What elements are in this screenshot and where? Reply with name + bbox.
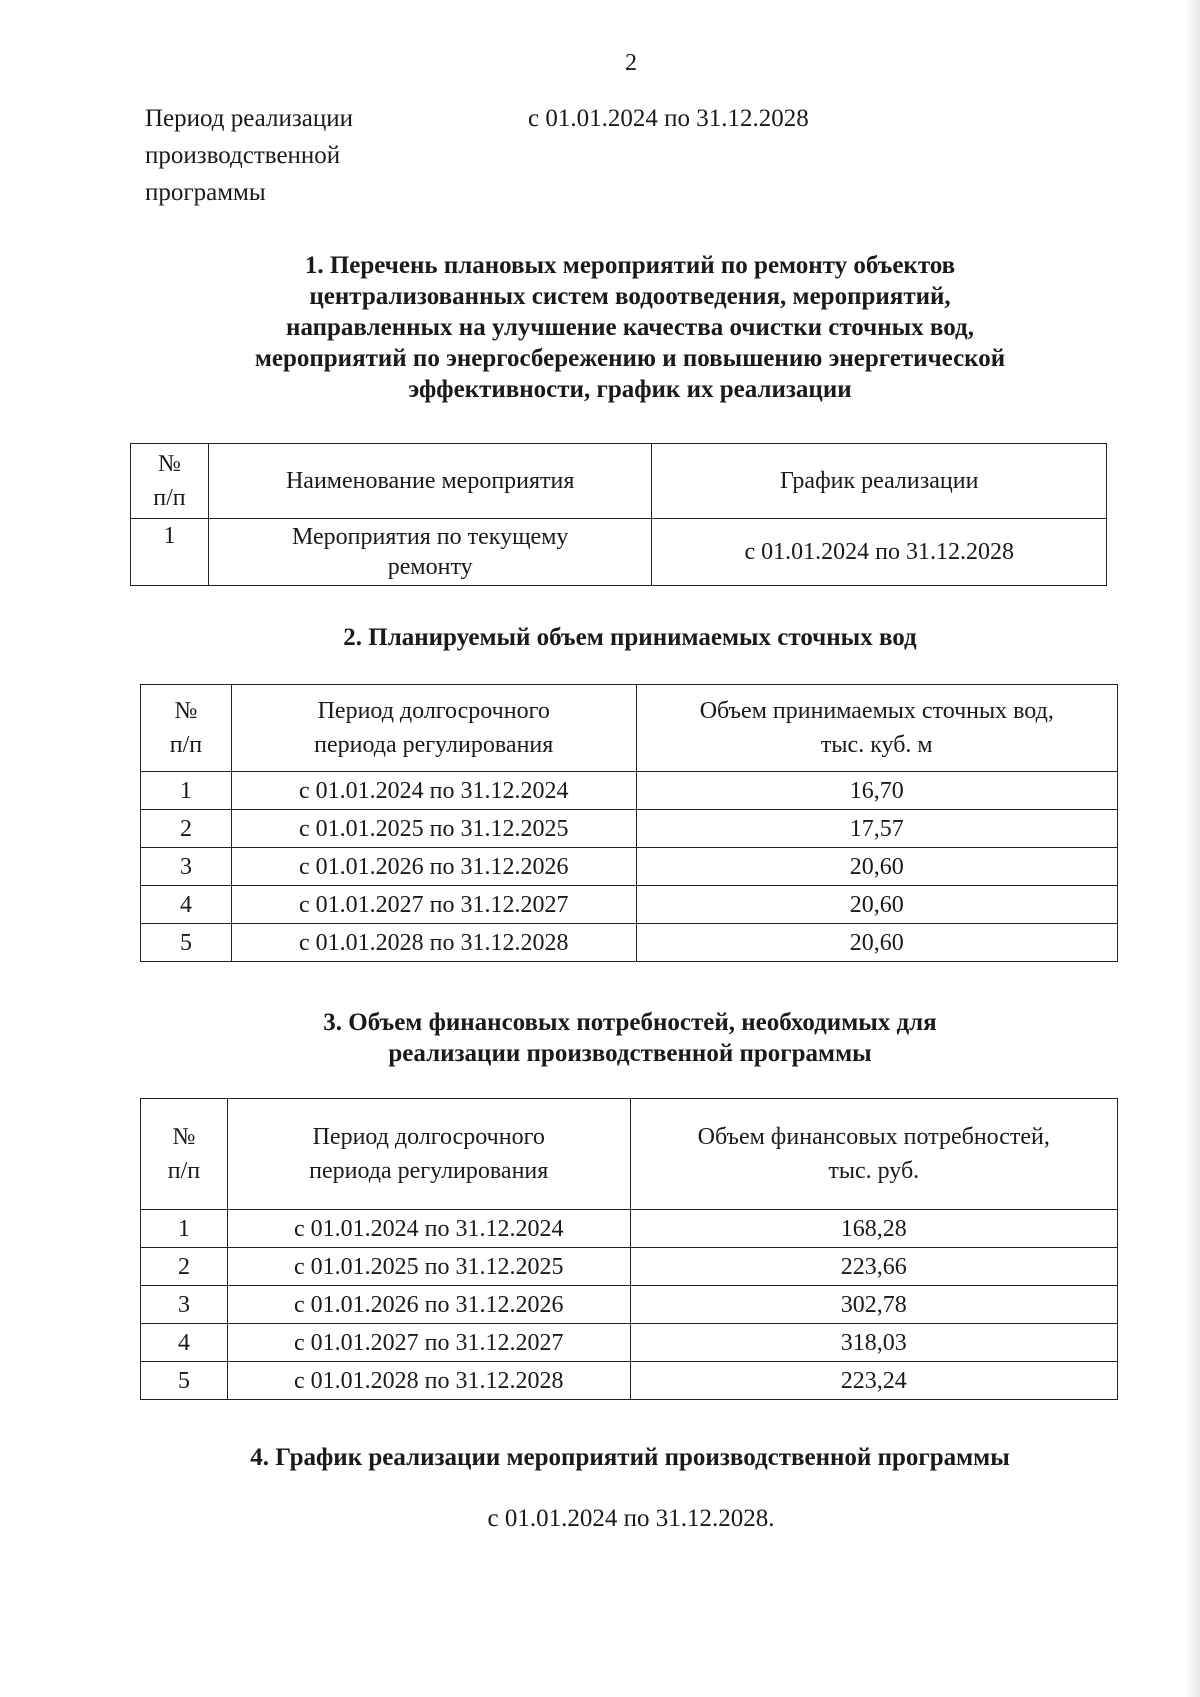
row-value: 20,60 <box>636 924 1117 962</box>
period-value: с 01.01.2024 по 31.12.2028 <box>528 105 809 132</box>
wastewater-volume-table <box>140 684 1118 962</box>
row-number: 4 <box>141 886 232 924</box>
section-2-heading: 2. Планируемый объем принимаемых сточных вод <box>343 624 917 651</box>
row-value: 16,70 <box>636 772 1117 810</box>
column-header-amount: Объем финансовых потребностей, тыс. руб. <box>630 1099 1117 1210</box>
row-number: 1 <box>131 519 209 586</box>
column-header-period: Период долгосрочного периода регулирования <box>231 685 636 772</box>
row-number: 1 <box>141 772 232 810</box>
row-period: с 01.01.2026 по 31.12.2026 <box>227 1286 630 1324</box>
row-number: 2 <box>141 810 232 848</box>
heading-line: централизованных систем водоотведения, мероприятий, <box>309 283 951 310</box>
column-header-number: № п/п <box>131 444 209 519</box>
column-header-period: Период долгосрочного периода регулирования <box>227 1099 630 1210</box>
table-row <box>141 1210 1118 1248</box>
column-header-schedule: График реализации <box>652 444 1107 519</box>
row-period: с 01.01.2024 по 31.12.2024 <box>227 1210 630 1248</box>
heading-line: 1. Перечень плановых мероприятий по ремонту объектов <box>304 252 956 279</box>
table-row <box>141 772 1118 810</box>
row-value: 168,28 <box>630 1210 1117 1248</box>
row-value: 17,57 <box>636 810 1117 848</box>
measure-name: Мероприятия по текущему ремонту <box>208 519 652 586</box>
heading-line: направленных на улучшение качества очистки сточных вод, <box>286 314 974 341</box>
row-period: с 01.01.2026 по 31.12.2026 <box>231 848 636 886</box>
table-row <box>141 1324 1118 1362</box>
section-3-heading <box>120 1007 1140 1069</box>
page-edge-shadow <box>1186 0 1200 1697</box>
table-row <box>141 1362 1118 1400</box>
table-header-row <box>131 444 1107 519</box>
period-label <box>145 100 445 211</box>
row-value: 20,60 <box>636 886 1117 924</box>
financial-needs-table <box>140 1098 1118 1400</box>
row-period: с 01.01.2025 по 31.12.2025 <box>227 1248 630 1286</box>
heading-line: эффективности, график их реализации <box>408 376 852 403</box>
row-value: 302,78 <box>630 1286 1117 1324</box>
table-row <box>141 810 1118 848</box>
table-header-row <box>141 1099 1118 1210</box>
page-number: 2 <box>625 50 637 76</box>
measures-table <box>130 443 1107 586</box>
column-header-number: № п/п <box>141 685 232 772</box>
row-number: 5 <box>141 1362 228 1400</box>
table-row <box>141 1248 1118 1286</box>
row-number: 5 <box>141 924 232 962</box>
row-value: 223,24 <box>630 1362 1117 1400</box>
heading-line: 3. Объем финансовых потребностей, необходимых для <box>323 1009 937 1036</box>
row-period: с 01.01.2027 по 31.12.2027 <box>227 1324 630 1362</box>
column-header-number: № п/п <box>141 1099 228 1210</box>
section-4-heading: 4. График реализации мероприятий производственной программы <box>250 1444 1010 1471</box>
row-value: 318,03 <box>630 1324 1117 1362</box>
row-number: 4 <box>141 1324 228 1362</box>
row-number: 1 <box>141 1210 228 1248</box>
row-number: 3 <box>141 848 232 886</box>
period-label-line: программы <box>145 179 266 206</box>
row-value: 223,66 <box>630 1248 1117 1286</box>
row-period: с 01.01.2025 по 31.12.2025 <box>231 810 636 848</box>
row-period: с 01.01.2028 по 31.12.2028 <box>227 1362 630 1400</box>
table-row <box>141 848 1118 886</box>
period-label-line: Период реализации <box>145 105 353 132</box>
section-1-heading <box>120 250 1140 405</box>
table-header-row <box>141 685 1118 772</box>
table-row <box>141 924 1118 962</box>
column-header-name: Наименование мероприятия <box>208 444 652 519</box>
row-period: с 01.01.2027 по 31.12.2027 <box>231 886 636 924</box>
measure-schedule: с 01.01.2024 по 31.12.2028 <box>652 519 1107 586</box>
heading-line: реализации производственной программы <box>388 1040 872 1067</box>
period-label-line: производственной <box>145 142 341 169</box>
row-period: с 01.01.2028 по 31.12.2028 <box>231 924 636 962</box>
column-header-volume: Объем принимаемых сточных вод, тыс. куб. м <box>636 685 1117 772</box>
row-number: 2 <box>141 1248 228 1286</box>
section-4-period: с 01.01.2024 по 31.12.2028. <box>487 1505 775 1532</box>
table-row <box>141 1286 1118 1324</box>
row-value: 20,60 <box>636 848 1117 886</box>
table-row <box>141 886 1118 924</box>
row-number: 3 <box>141 1286 228 1324</box>
table-row <box>131 519 1107 586</box>
heading-line: мероприятий по энергосбережению и повышению энергетической <box>254 345 1006 372</box>
row-period: с 01.01.2024 по 31.12.2024 <box>231 772 636 810</box>
